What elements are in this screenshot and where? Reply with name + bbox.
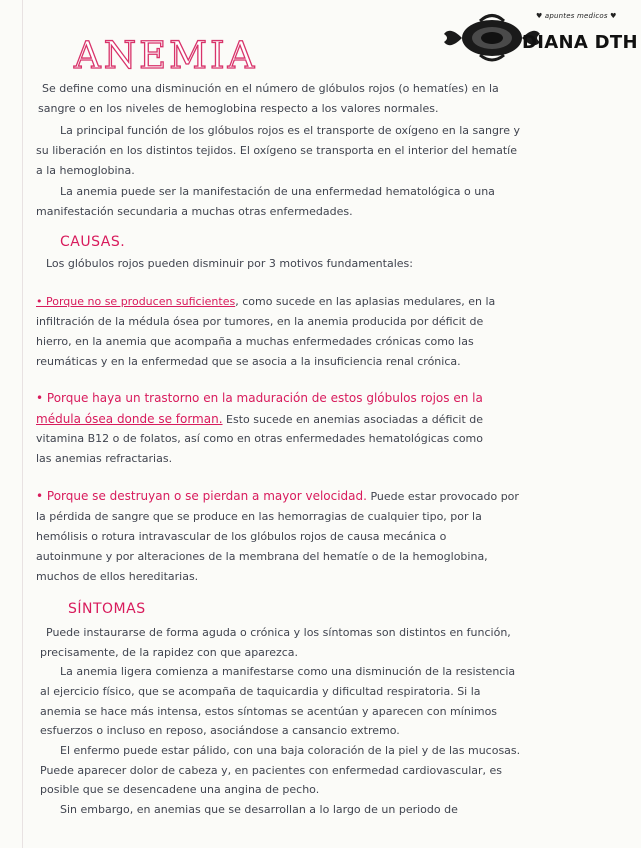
logo-brand: DIANA DTH	[522, 32, 638, 53]
intro-line-3: La principal función de los glóbulos rojos es el transporte de oxígeno en la sangre y	[60, 124, 520, 137]
sintomas-line-5: anemia se hace más intensa, estos síntomas se acentúan y aparecen con mínimos	[40, 705, 498, 718]
causa-1-line-2: infiltración de la médula ósea por tumores, en la anemia producida por déficit de	[36, 315, 484, 328]
sintomas-line-10: Sin embargo, en anemias que se desarrollan a lo largo de un periodo de	[60, 803, 458, 816]
causa-2-highlight-2: médula ósea donde se forman.	[36, 412, 223, 426]
page-title: ANEMIA	[74, 34, 258, 77]
causa-3-line-2: la pérdida de sangre que se produce en las hemorragias de cualquier tipo, por la	[36, 510, 482, 523]
causa-1-line-1	[0, 295, 641, 308]
causa-2-line-1	[0, 412, 641, 426]
intro-line-5: a la hemoglobina.	[36, 164, 135, 177]
sintomas-line-1: Puede instaurarse de forma aguda o crónica y los síntomas son distintos en función,	[46, 626, 511, 639]
sintomas-line-4: al ejercicio físico, que se acompaña de taquicardia y dificultad respiratoria. Si la	[40, 685, 481, 698]
logo-tagline: ♥ apuntes medicos ♥	[536, 12, 617, 20]
causa-3-highlight: • Porque se destruyan o se pierdan a mayor velocidad.	[36, 489, 367, 503]
sintomas-line-7: El enfermo puede estar pálido, con una baja coloración de la piel y de las mucosas.	[60, 744, 521, 757]
intro-line-6: La anemia puede ser la manifestación de una enfermedad hematológica o una	[60, 185, 495, 198]
intro-line-2: sangre o en los niveles de hemoglobina respecto a los valores normales.	[38, 102, 439, 115]
causa-2-line-3: las anemias refractarias.	[36, 452, 173, 465]
causas-heading: CAUSAS.	[60, 234, 126, 250]
causa-2-line-2: vitamina B12 o de folatos, así como en otras enfermedades hematológicas como	[36, 432, 483, 445]
intro-line-1: Se define como una disminución en el número de glóbulos rojos (o hematíes) en la	[42, 82, 499, 95]
causa-2-text: Esto sucede en anemias asociadas a déficit de	[222, 413, 484, 426]
causa-3-line-1	[0, 489, 641, 503]
causa-1-line-4: reumáticas y en la enfermedad que se asocia a la insuficiencia renal crónica.	[36, 355, 461, 368]
intro-line-7: manifestación secundaria a muchas otras enfermedades.	[36, 205, 353, 218]
causa-2-highlight-1: • Porque haya un trastorno en la maduración de estos glóbulos rojos en la	[36, 391, 483, 405]
causa-1-text: , como sucede en las aplasias medulares, en la	[235, 295, 496, 308]
causa-3-line-4: autoinmune y por alteraciones de la membrana del hematíe o de la hemoglobina,	[36, 550, 488, 563]
causa-3-line-3: hemólisis o rotura intravascular de los glóbulos rojos de causa mecánica o	[36, 530, 447, 543]
sintomas-line-3: La anemia ligera comienza a manifestarse como una disminución de la resistencia	[60, 665, 516, 678]
causas-lead: Los glóbulos rojos pueden disminuir por 3 motivos fundamentales:	[46, 257, 413, 270]
sintomas-line-9: posible que se desencadene una angina de pecho.	[40, 783, 320, 796]
sintomas-line-8: Puede aparecer dolor de cabeza y, en pacientes con enfermedad cardiovascular, es	[40, 764, 503, 777]
causa-3-text: Puede estar provocado por	[366, 490, 519, 503]
causa-1-highlight: • Porque no se producen suficientes	[36, 295, 236, 308]
sintomas-line-6: esfuerzos o incluso en reposo, asociándose a cansancio extremo.	[40, 724, 400, 737]
causa-1-line-3: hierro, en la anemia que acompaña a muchas enfermedades crónicas como las	[36, 335, 474, 348]
sintomas-line-2: precisamente, de la rapidez con que aparezca.	[40, 646, 299, 659]
causa-3-line-5: muchos de ellos hereditarias.	[36, 570, 199, 583]
intro-line-4: su liberación en los distintos tejidos. El oxígeno se transporta en el interior del hematíe	[36, 144, 517, 157]
sintomas-heading: SÍNTOMAS	[68, 601, 146, 617]
